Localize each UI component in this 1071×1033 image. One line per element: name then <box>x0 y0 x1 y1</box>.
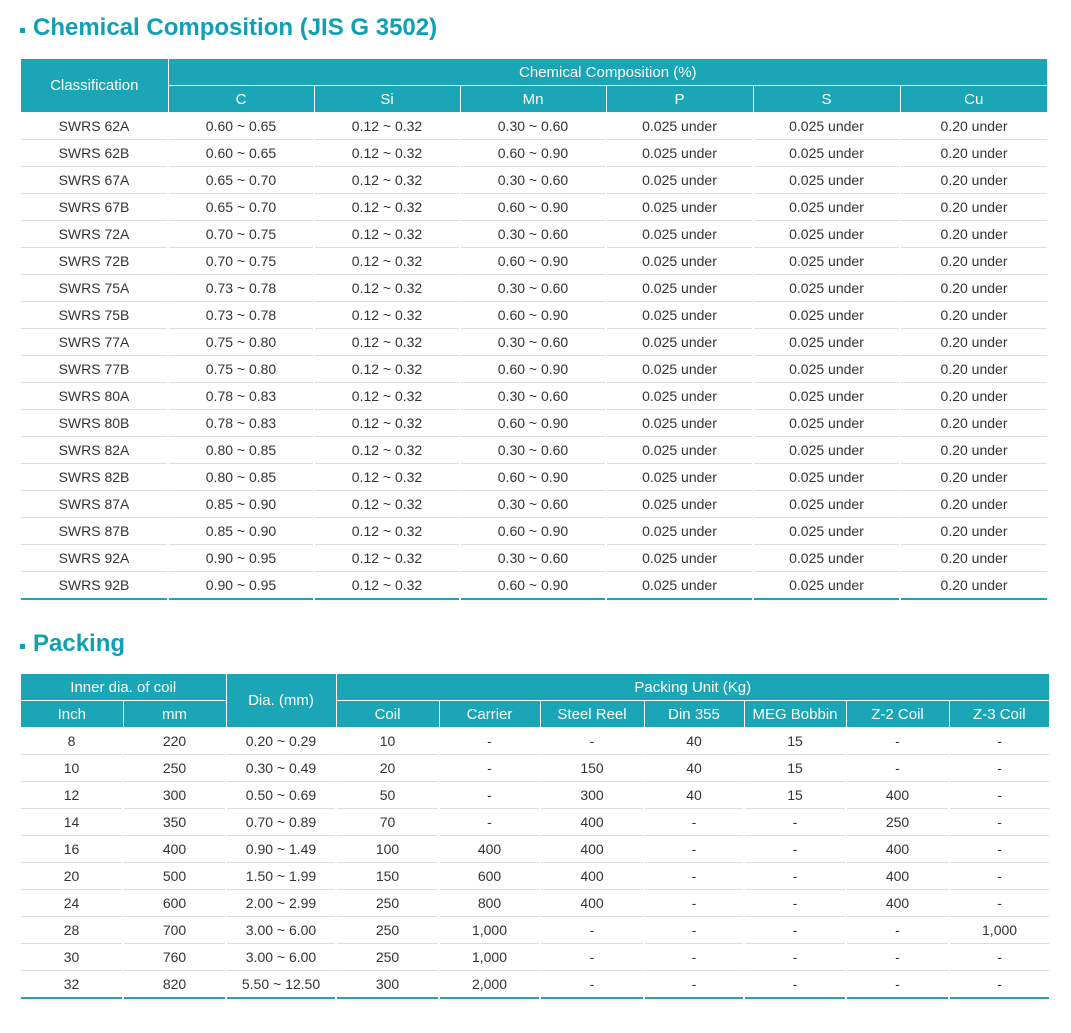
table-cell: SWRS 77B <box>21 356 168 383</box>
table-cell: 16 <box>21 836 123 863</box>
table-cell: - <box>540 728 644 755</box>
classification-header: Classification <box>21 59 168 113</box>
chemical-composition-group-header: Chemical Composition (%) <box>168 59 1047 86</box>
table-cell: SWRS 92B <box>21 572 168 600</box>
table-cell: 0.025 under <box>753 167 900 194</box>
table-cell: - <box>540 944 644 971</box>
table-cell: 0.12 ~ 0.32 <box>314 383 460 410</box>
table-row <box>21 890 1049 917</box>
table-cell: 0.60 ~ 0.90 <box>460 248 606 275</box>
table-cell: 0.025 under <box>753 302 900 329</box>
table-cell: 14 <box>21 809 123 836</box>
table-cell: 0.025 under <box>606 518 753 545</box>
table-cell: 0.12 ~ 0.32 <box>314 437 460 464</box>
table-cell: 15 <box>744 728 846 755</box>
table-cell: 150 <box>336 863 439 890</box>
packing-body <box>21 728 1049 999</box>
table-cell: 800 <box>439 890 540 917</box>
table-cell: 0.025 under <box>753 545 900 572</box>
table-cell: - <box>540 971 644 999</box>
table-cell: 0.12 ~ 0.32 <box>314 572 460 600</box>
mm-header: mm <box>123 701 226 728</box>
element-header-cu: Cu <box>900 86 1047 113</box>
table-cell: - <box>846 755 949 782</box>
table-cell: 0.025 under <box>753 410 900 437</box>
inner-dia-header: Inner dia. of coil <box>21 674 226 701</box>
table-cell: 0.025 under <box>606 329 753 356</box>
table-cell: 400 <box>123 836 226 863</box>
table-cell: 0.12 ~ 0.32 <box>314 491 460 518</box>
table-cell: 0.30 ~ 0.60 <box>460 491 606 518</box>
table-cell: 0.12 ~ 0.32 <box>314 275 460 302</box>
table-cell: - <box>644 836 744 863</box>
table-cell: 0.12 ~ 0.32 <box>314 113 460 140</box>
table-cell: 700 <box>123 917 226 944</box>
table-cell: 0.025 under <box>753 572 900 600</box>
table-row <box>21 491 1047 518</box>
table-cell: - <box>846 971 949 999</box>
table-cell: 0.20 under <box>900 356 1047 383</box>
table-cell: - <box>439 809 540 836</box>
table-cell: 0.12 ~ 0.32 <box>314 545 460 572</box>
table-row <box>21 194 1047 221</box>
table-cell: 0.12 ~ 0.32 <box>314 518 460 545</box>
table-cell: 0.20 under <box>900 491 1047 518</box>
table-cell: 0.30 ~ 0.60 <box>460 275 606 302</box>
table-cell: 0.78 ~ 0.83 <box>168 383 314 410</box>
table-cell: 0.60 ~ 0.90 <box>460 518 606 545</box>
table-cell: 0.12 ~ 0.32 <box>314 140 460 167</box>
table-cell: 40 <box>644 728 744 755</box>
table-cell: - <box>644 890 744 917</box>
table-cell: 15 <box>744 782 846 809</box>
table-cell: 500 <box>123 863 226 890</box>
table-cell: 0.60 ~ 0.90 <box>460 356 606 383</box>
table-cell: 12 <box>21 782 123 809</box>
table-cell: 0.90 ~ 1.49 <box>226 836 336 863</box>
table-cell: 0.30 ~ 0.60 <box>460 437 606 464</box>
inch-header: Inch <box>21 701 123 728</box>
table-cell: 0.30 ~ 0.60 <box>460 383 606 410</box>
table-cell: SWRS 72B <box>21 248 168 275</box>
table-cell: 0.12 ~ 0.32 <box>314 248 460 275</box>
table-cell: - <box>949 728 1049 755</box>
table-cell: 0.75 ~ 0.80 <box>168 356 314 383</box>
table-cell: 0.90 ~ 0.95 <box>168 572 314 600</box>
table-cell: 0.025 under <box>753 464 900 491</box>
table-cell: SWRS 80A <box>21 383 168 410</box>
packing-header-steel-reel: Steel Reel <box>540 701 644 728</box>
table-cell: 0.30 ~ 0.60 <box>460 167 606 194</box>
table-cell: 10 <box>336 728 439 755</box>
element-header-mn: Mn <box>460 86 606 113</box>
table-cell: 0.025 under <box>606 194 753 221</box>
table-cell: 0.60 ~ 0.90 <box>460 410 606 437</box>
table-cell: - <box>644 863 744 890</box>
table-row <box>21 836 1049 863</box>
table-cell: - <box>949 971 1049 999</box>
table-cell: 0.30 ~ 0.49 <box>226 755 336 782</box>
table-cell: 20 <box>336 755 439 782</box>
table-cell: - <box>949 836 1049 863</box>
table-cell: 0.025 under <box>753 518 900 545</box>
table-cell: 820 <box>123 971 226 999</box>
table-cell: 0.90 ~ 0.95 <box>168 545 314 572</box>
table-cell: 2.00 ~ 2.99 <box>226 890 336 917</box>
table-cell: - <box>949 782 1049 809</box>
table-row <box>21 113 1047 140</box>
table-cell: - <box>949 755 1049 782</box>
table-cell: 0.60 ~ 0.90 <box>460 140 606 167</box>
table-cell: SWRS 75B <box>21 302 168 329</box>
table-cell: 0.20 under <box>900 545 1047 572</box>
table-cell: 0.025 under <box>753 329 900 356</box>
table-cell: 0.20 under <box>900 248 1047 275</box>
chemical-composition-body <box>21 113 1047 600</box>
packing-header-meg-bobbin: MEG Bobbin <box>744 701 846 728</box>
table-cell: 0.12 ~ 0.32 <box>314 464 460 491</box>
table-cell: 250 <box>123 755 226 782</box>
packing-header-carrier: Carrier <box>439 701 540 728</box>
table-cell: 0.12 ~ 0.32 <box>314 221 460 248</box>
table-cell: 0.025 under <box>753 248 900 275</box>
table-cell: SWRS 67B <box>21 194 168 221</box>
table-cell: 0.20 under <box>900 275 1047 302</box>
table-cell: 0.73 ~ 0.78 <box>168 275 314 302</box>
table-cell: 0.20 under <box>900 113 1047 140</box>
table-cell: - <box>439 782 540 809</box>
table-cell: SWRS 80B <box>21 410 168 437</box>
table-cell: 0.65 ~ 0.70 <box>168 167 314 194</box>
table-cell: 0.025 under <box>753 194 900 221</box>
table-cell: 0.025 under <box>753 383 900 410</box>
table-row <box>21 809 1049 836</box>
element-header-c: C <box>168 86 314 113</box>
table-cell: 350 <box>123 809 226 836</box>
table-cell: SWRS 82A <box>21 437 168 464</box>
table-row <box>21 248 1047 275</box>
element-header-si: Si <box>314 86 460 113</box>
table-row <box>21 302 1047 329</box>
table-cell: 400 <box>540 863 644 890</box>
table-cell: 0.70 ~ 0.89 <box>226 809 336 836</box>
table-row <box>21 917 1049 944</box>
table-row <box>21 437 1047 464</box>
square-bullet-icon <box>20 644 25 649</box>
table-cell: 0.20 under <box>900 221 1047 248</box>
table-cell: 0.20 under <box>900 194 1047 221</box>
table-cell: - <box>949 809 1049 836</box>
table-row <box>21 167 1047 194</box>
table-cell: 0.20 under <box>900 410 1047 437</box>
element-header-s: S <box>753 86 900 113</box>
packing-unit-group-header: Packing Unit (Kg) <box>336 674 1049 701</box>
table-cell: 0.75 ~ 0.80 <box>168 329 314 356</box>
table-cell: 3.00 ~ 6.00 <box>226 944 336 971</box>
table-cell: 150 <box>540 755 644 782</box>
table-cell: SWRS 62A <box>21 113 168 140</box>
table-cell: SWRS 67A <box>21 167 168 194</box>
table-cell: 0.025 under <box>606 221 753 248</box>
table-cell: 300 <box>123 782 226 809</box>
table-row <box>21 728 1049 755</box>
table-cell: 0.025 under <box>753 113 900 140</box>
table-row <box>21 383 1047 410</box>
table-cell: 0.20 under <box>900 140 1047 167</box>
table-cell: - <box>644 944 744 971</box>
table-cell: 400 <box>540 836 644 863</box>
table-cell: 0.20 under <box>900 572 1047 600</box>
table-cell: 0.12 ~ 0.32 <box>314 194 460 221</box>
table-cell: 0.20 under <box>900 329 1047 356</box>
table-cell: 0.12 ~ 0.32 <box>314 302 460 329</box>
table-cell: 250 <box>846 809 949 836</box>
table-cell: - <box>439 755 540 782</box>
dia-header: Dia. (mm) <box>226 674 336 728</box>
table-cell: - <box>644 971 744 999</box>
table-cell: - <box>949 863 1049 890</box>
table-cell: - <box>644 917 744 944</box>
table-cell: 0.025 under <box>606 248 753 275</box>
packing-header-row <box>21 701 1049 728</box>
table-cell: 70 <box>336 809 439 836</box>
packing-header-z-3-coil: Z-3 Coil <box>949 701 1049 728</box>
table-cell: 0.60 ~ 0.90 <box>460 194 606 221</box>
table-cell: 28 <box>21 917 123 944</box>
table-row <box>21 221 1047 248</box>
table-cell: 0.20 ~ 0.29 <box>226 728 336 755</box>
table-cell: 20 <box>21 863 123 890</box>
table-cell: 250 <box>336 944 439 971</box>
chemical-composition-title <box>20 14 437 42</box>
table-cell: - <box>744 917 846 944</box>
table-cell: 40 <box>644 782 744 809</box>
packing-header-coil: Coil <box>336 701 439 728</box>
table-cell: 220 <box>123 728 226 755</box>
table-cell: SWRS 72A <box>21 221 168 248</box>
table-cell: SWRS 62B <box>21 140 168 167</box>
packing-title-text: Packing <box>33 630 126 657</box>
table-row <box>21 518 1047 545</box>
table-cell: SWRS 77A <box>21 329 168 356</box>
table-cell: 0.60 ~ 0.65 <box>168 140 314 167</box>
table-cell: 0.025 under <box>753 491 900 518</box>
table-cell: 40 <box>644 755 744 782</box>
table-row <box>21 410 1047 437</box>
table-cell: 0.80 ~ 0.85 <box>168 464 314 491</box>
table-cell: 0.20 under <box>900 167 1047 194</box>
table-cell: 0.025 under <box>753 437 900 464</box>
table-row <box>21 782 1049 809</box>
table-cell: 0.50 ~ 0.69 <box>226 782 336 809</box>
table-cell: 0.025 under <box>753 221 900 248</box>
table-cell: 32 <box>21 971 123 999</box>
table-cell: 400 <box>439 836 540 863</box>
table-cell: 400 <box>846 836 949 863</box>
chemical-composition-table <box>21 59 1047 600</box>
table-cell: 0.85 ~ 0.90 <box>168 491 314 518</box>
table-row <box>21 275 1047 302</box>
table-cell: 0.12 ~ 0.32 <box>314 356 460 383</box>
table-cell: 0.30 ~ 0.60 <box>460 113 606 140</box>
table-cell: 400 <box>846 782 949 809</box>
table-cell: 1,000 <box>439 944 540 971</box>
table-cell: 0.70 ~ 0.75 <box>168 248 314 275</box>
table-cell: - <box>846 917 949 944</box>
table-cell: 0.025 under <box>606 572 753 600</box>
table-cell: SWRS 92A <box>21 545 168 572</box>
table-cell: 0.025 under <box>606 113 753 140</box>
table-cell: 0.73 ~ 0.78 <box>168 302 314 329</box>
table-cell: 1,000 <box>439 917 540 944</box>
table-cell: 0.025 under <box>606 356 753 383</box>
table-cell: 0.20 under <box>900 437 1047 464</box>
table-cell: SWRS 82B <box>21 464 168 491</box>
table-row <box>21 755 1049 782</box>
table-cell: - <box>644 809 744 836</box>
table-cell: 0.025 under <box>753 356 900 383</box>
table-cell: 0.025 under <box>606 410 753 437</box>
table-cell: 0.70 ~ 0.75 <box>168 221 314 248</box>
packing-header-z-2-coil: Z-2 Coil <box>846 701 949 728</box>
table-cell: 0.20 under <box>900 464 1047 491</box>
table-cell: 600 <box>123 890 226 917</box>
table-cell: - <box>744 971 846 999</box>
table-row <box>21 863 1049 890</box>
table-cell: 100 <box>336 836 439 863</box>
table-row <box>21 971 1049 999</box>
table-row <box>21 464 1047 491</box>
table-cell: - <box>540 917 644 944</box>
table-cell: SWRS 75A <box>21 275 168 302</box>
table-row <box>21 545 1047 572</box>
table-row <box>21 572 1047 600</box>
table-cell: 0.20 under <box>900 518 1047 545</box>
table-cell: 600 <box>439 863 540 890</box>
table-cell: - <box>846 944 949 971</box>
packing-title <box>20 630 125 658</box>
table-cell: - <box>744 863 846 890</box>
table-cell: 1.50 ~ 1.99 <box>226 863 336 890</box>
table-cell: 400 <box>540 890 644 917</box>
table-cell: - <box>744 944 846 971</box>
table-cell: 0.80 ~ 0.85 <box>168 437 314 464</box>
table-cell: - <box>744 809 846 836</box>
table-cell: 0.20 under <box>900 383 1047 410</box>
table-cell: 5.50 ~ 12.50 <box>226 971 336 999</box>
table-cell: 0.025 under <box>606 140 753 167</box>
table-cell: 300 <box>540 782 644 809</box>
table-cell: SWRS 87B <box>21 518 168 545</box>
element-header-p: P <box>606 86 753 113</box>
table-cell: - <box>846 728 949 755</box>
table-cell: - <box>439 728 540 755</box>
table-cell: 400 <box>540 809 644 836</box>
table-cell: SWRS 87A <box>21 491 168 518</box>
table-cell: 0.025 under <box>606 437 753 464</box>
table-cell: 0.30 ~ 0.60 <box>460 545 606 572</box>
table-cell: - <box>744 890 846 917</box>
table-cell: 8 <box>21 728 123 755</box>
table-row <box>21 140 1047 167</box>
square-bullet-icon <box>20 28 25 33</box>
element-header-row <box>21 86 1047 113</box>
packing-header-din-355: Din 355 <box>644 701 744 728</box>
table-cell: - <box>949 890 1049 917</box>
chemical-composition-title-text: Chemical Composition (JIS G 3502) <box>33 14 438 41</box>
table-cell: 0.025 under <box>606 167 753 194</box>
table-cell: 15 <box>744 755 846 782</box>
table-cell: 0.78 ~ 0.83 <box>168 410 314 437</box>
table-row <box>21 944 1049 971</box>
table-cell: 0.025 under <box>606 275 753 302</box>
table-cell: 250 <box>336 890 439 917</box>
table-cell: 0.025 under <box>606 383 753 410</box>
table-cell: 0.025 under <box>606 302 753 329</box>
packing-table <box>21 674 1049 999</box>
table-cell: 400 <box>846 863 949 890</box>
table-cell: 0.30 ~ 0.60 <box>460 329 606 356</box>
table-cell: 24 <box>21 890 123 917</box>
table-cell: 0.60 ~ 0.65 <box>168 113 314 140</box>
table-cell: 0.025 under <box>606 464 753 491</box>
table-cell: 0.025 under <box>606 545 753 572</box>
table-cell: 30 <box>21 944 123 971</box>
table-row <box>21 329 1047 356</box>
table-cell: 300 <box>336 971 439 999</box>
table-cell: - <box>744 836 846 863</box>
table-cell: 0.025 under <box>606 491 753 518</box>
table-cell: 0.025 under <box>753 140 900 167</box>
table-cell: 0.30 ~ 0.60 <box>460 221 606 248</box>
table-cell: 760 <box>123 944 226 971</box>
table-cell: 50 <box>336 782 439 809</box>
table-cell: 0.60 ~ 0.90 <box>460 464 606 491</box>
table-cell: 0.85 ~ 0.90 <box>168 518 314 545</box>
table-cell: 0.20 under <box>900 302 1047 329</box>
table-cell: 1,000 <box>949 917 1049 944</box>
table-cell: 0.60 ~ 0.90 <box>460 302 606 329</box>
table-cell: 3.00 ~ 6.00 <box>226 917 336 944</box>
table-cell: 0.12 ~ 0.32 <box>314 167 460 194</box>
table-row <box>21 356 1047 383</box>
table-cell: 250 <box>336 917 439 944</box>
table-cell: 400 <box>846 890 949 917</box>
table-cell: 0.12 ~ 0.32 <box>314 410 460 437</box>
table-cell: 0.65 ~ 0.70 <box>168 194 314 221</box>
table-cell: 0.60 ~ 0.90 <box>460 572 606 600</box>
table-cell: 2,000 <box>439 971 540 999</box>
table-cell: 0.12 ~ 0.32 <box>314 329 460 356</box>
table-cell: 0.025 under <box>753 275 900 302</box>
table-cell: 10 <box>21 755 123 782</box>
table-cell: - <box>949 944 1049 971</box>
